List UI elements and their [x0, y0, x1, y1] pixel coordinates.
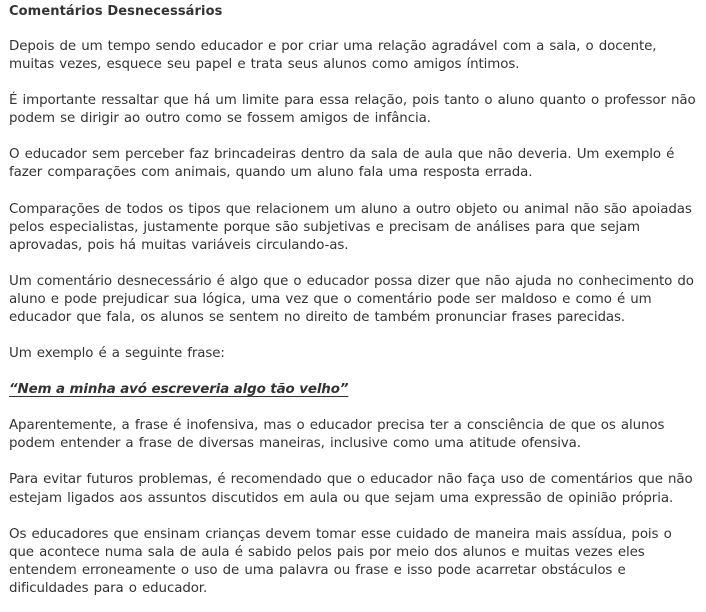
paragraph: É importante ressaltar que há um limite para essa relação, pois tanto o aluno quanto o professor não podem se dirigir ao outro como se fossem amigos de infância. [9, 93, 696, 127]
example-quote: “Nem a minha avó escreveria algo tão velho” [9, 382, 349, 398]
paragraph: Comparações de todos os tipos que relacionem um aluno a outro objeto ou animal não são apoiadas pelos especialistas, justamente porque são subjetivas e precisam de análises para que sejam aprovadas, pois há muitas variáveis circulando-as. [9, 201, 692, 253]
paragraph: Depois de um tempo sendo educador e por criar uma relação agradável com a sala, o docente, muitas vezes, esquece seu papel e trata seus alunos como amigos íntimos. [9, 39, 657, 73]
document [9, 3, 699, 598]
paragraph: Um comentário desnecessário é algo que o educador possa dizer que não ajuda no conhecimento do aluno e pode prejudicar sua lógica, uma vez que o comentário pode ser maldoso e como é um educador que fala, os alunos se sentem no direito de também pronunciar frases parecidas. [9, 273, 694, 326]
paragraph: Aparentemente, a frase é inofensiva, mas o educador precisa ter a consciência de que os alunos podem entender a frase de diversas maneiras, inclusive como uma atitude ofensiva. [9, 418, 665, 452]
paragraph: Para evitar futuros problemas, é recomendado que o educador não faça uso de comentários que não estejam ligados aos assuntos discutidos em aula ou que sejam uma expressão de opinião própria. [9, 472, 693, 506]
paragraph: Um exemplo é a seguinte frase: [9, 346, 225, 362]
document-title: Comentários Desnecessários [9, 4, 223, 19]
paragraph: Os educadores que ensinam crianças devem tomar esse cuidado de maneira mais assídua, pois o que acontece numa sala de aula é sabido pelos pais por meio dos alunos e muitas vezes eles entendem erroneamente o uso de uma palavra ou frase e isso pode acarretar obstáculos e dificuldades para o educador. [9, 526, 672, 596]
paragraph: O educador sem perceber faz brincadeiras dentro da sala de aula que não deveria. Um exemplo é fazer comparações com animais, quando um aluno fala uma resposta errada. [9, 147, 675, 181]
